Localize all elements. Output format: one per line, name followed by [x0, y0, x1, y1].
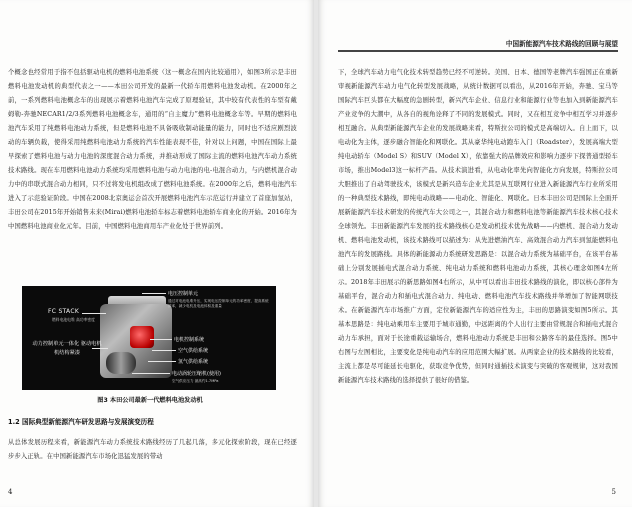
stack-leader-line [82, 313, 106, 314]
left-paragraph-1: 个概念也经常用于指不包括驱动电机的燃料电池系统（这一概念在国内比较通用），如图3所示是丰田燃料电池发动机的典型代表之一——本田公司开发的最新一代轿车用燃料电池发动机。在2000年之前，一系列燃料电池概念车的出现展示着燃料电池汽车完成了原理验证，其中较有代表性的车型有戴姆勒-奔驰NECAR1/2/3系列燃料电池概念车，通用的“自主魔力”燃料电池概念车等。早期的燃料电池汽车采用了纯燃料电池动力系统，但是燃料电池不具备吸收制动能量的能力，同时也不适应剧烈波动的车辆负载，使得采用纯燃料电池动力系统的汽车性能表现不佳，针对以上问题，中国在国际上最早探索了燃料电池与动力电池的深度混合动力系统，并推动形成了国际主流的燃料电池汽车动力系统技术路线。现在车用燃料电池动力系统均采用燃料电池与动力电池的电-电混合动力，与内燃机混合动力中的串联式混合动力相同，只不过将发电机组改成了燃料电池系统。在2000年之后，燃料电池汽车进入了示范验证阶段。中国在2008北京奥运会首次开展燃料电池汽车示范运行并建立了首座加氢站，丰田公司在2015年开始销售未来(Mirai)燃料电池轿车标志着燃料电池轿车商业化的开始。2016年为中国燃料电池商业化元年。目前，中国燃料电池商用车产业化处于世界前列。 [8, 69, 297, 230]
engine-cylinder [106, 352, 136, 374]
top-leader-line [142, 293, 166, 294]
turbo-compressor-sublabel: 空气供应压力 最高约1.7MPa [172, 379, 219, 383]
fc-stack-label: FC STACK [48, 308, 80, 315]
voltage-control-label: 电压控制单元 [168, 291, 199, 297]
fuel-cell-engine-figure [22, 286, 276, 390]
label-2-leader-line [152, 350, 176, 351]
motor-control-label: 电机控制系统 [174, 337, 205, 343]
fc-stack-sublabel: 燃料电池电堆 高功率密度 [52, 317, 95, 322]
left-page [0, 0, 314, 507]
right-page [318, 0, 632, 507]
label-1-leader-line [150, 339, 172, 340]
right-paragraph-1: 下，全球汽车动力电气化技术转型趋势已经不可逆转。美国、日本、德国等老牌汽车强国正在重新审视新能源汽车动力电气化转型发展战略，从统计数据可以看出，从2016年开始，奔驰、宝马等国际汽车巨头都在大幅度的急剧转型，新兴汽车企业、信息行业和能源行业等也加入到新能源汽车产业竞争的大潮中，从各自的视角诠释了不同的发展模式。同时，又在相互竞争中相互学习并逐步相互融合。从典型新能源汽车企业的发展战略来看，特斯拉公司的模式是高端切入。自上而下，以电动化为主体，逐步融合智能化和网联化。其从豪华纯电动跑车入门（Roadster），发展高端大型纯电动轿车（Model S）和SUV（Model X），依靠强大的品牌效应和影响力逐步下探普通型轿车市场，推出Model3这一标杆产品。从技术演进看，从电动化率先向智能化方向发展，特斯拉公司大胆推出了自动驾驶技术，该模式是新兴造车企业尤其是从互联网行业进入新能源汽车行业所采用的一种典型技术路线，即纯电动战略——电动化、智能化、网联化。日本丰田公司是国际上全面开展新能源汽车技术研发的传统汽车大公司之一，其混合动力和燃料电池等新能源汽车技术核心技术全球领先。丰田新能源汽车发展的技术路线核心是发动机技术优先战略——内燃机、混合动力发动机、燃料电池发动机，该技术路线可以描述为：从先进燃油汽车、高效混合动力汽车到氢能燃料电池汽车的发展路线。具体的新能源动力系统研发思路是：以混合动力系统为基础平台，在该平台基础上分别发展插电式混合动力系统、纯电动力系统和燃料电池动力系统，其核心理念如图4左所示。2018年丰田展示的新思路如图4右所示，从中可以看出丰田技术路线的演化，即以核心部件为基础平台，混合动力和插电式混合动力、纯电动、燃料电池汽车技术路线并举增加了智能网联技术。在新能源汽车市场推广方面，定位新能源汽车的适应性为主，丰田的思路演变如图5所示。其基本思路是：纯电动乘用车主要用于城市通勤，中远距离的个人出行主要由常规混合和插电式混合动力车承担，面对于长途重载运输场合，燃料电池动力系统是丰田和公路客车的最佳选择。图5中右图与左图相比，主要变化是纯电动汽车的应用范围大幅扩展。从两家企业的技术路线的比较看，主流上都是尽可能延长电驱化，获取竞争优势，但同时通插技术演变与突破的客观规律，这对我国新能源汽车技术路线的选择提供了很好的借鉴。 [338, 69, 618, 384]
left-paragraph-2: 从总体发展历程来看，新能源汽车动力系统技术路线经历了几起几落，多元化探索阶段，现在已经逐步步入正轨。在中国新能源汽车市场化迅猛发展的带动 [8, 439, 297, 460]
label-4-leader-line [132, 373, 170, 374]
right-page-number: 5 [611, 488, 616, 496]
running-header: 中国新能源汽车技术路线的回顾与展望 [505, 40, 618, 48]
engine-red-unit [130, 326, 154, 348]
figure-caption: 图3 本田公司最新一代燃料电池发动机 [97, 397, 203, 404]
turbo-compressor-label: 电动涡轮压缩机(使用) [172, 371, 221, 377]
header-rule [338, 50, 618, 52]
section-heading: 1.2 国际典型新能源汽车研发思路与发展演变历程 [8, 418, 154, 426]
voltage-control-sublabel: 通过对电池电堆升压，实现电压控制单元的功率密度，提高系统效率，减少电机及电池体积及重量 [168, 299, 269, 308]
hydrogen-supply-label: 氢气供给系统 [178, 359, 209, 365]
power-control-label: 动力控制单元一体化 驱动电机机结构紧凑 [32, 341, 102, 356]
air-supply-label: 空气供给系统 [178, 348, 209, 354]
label-3-leader-line [148, 361, 176, 362]
left-page-number: 4 [8, 488, 13, 496]
